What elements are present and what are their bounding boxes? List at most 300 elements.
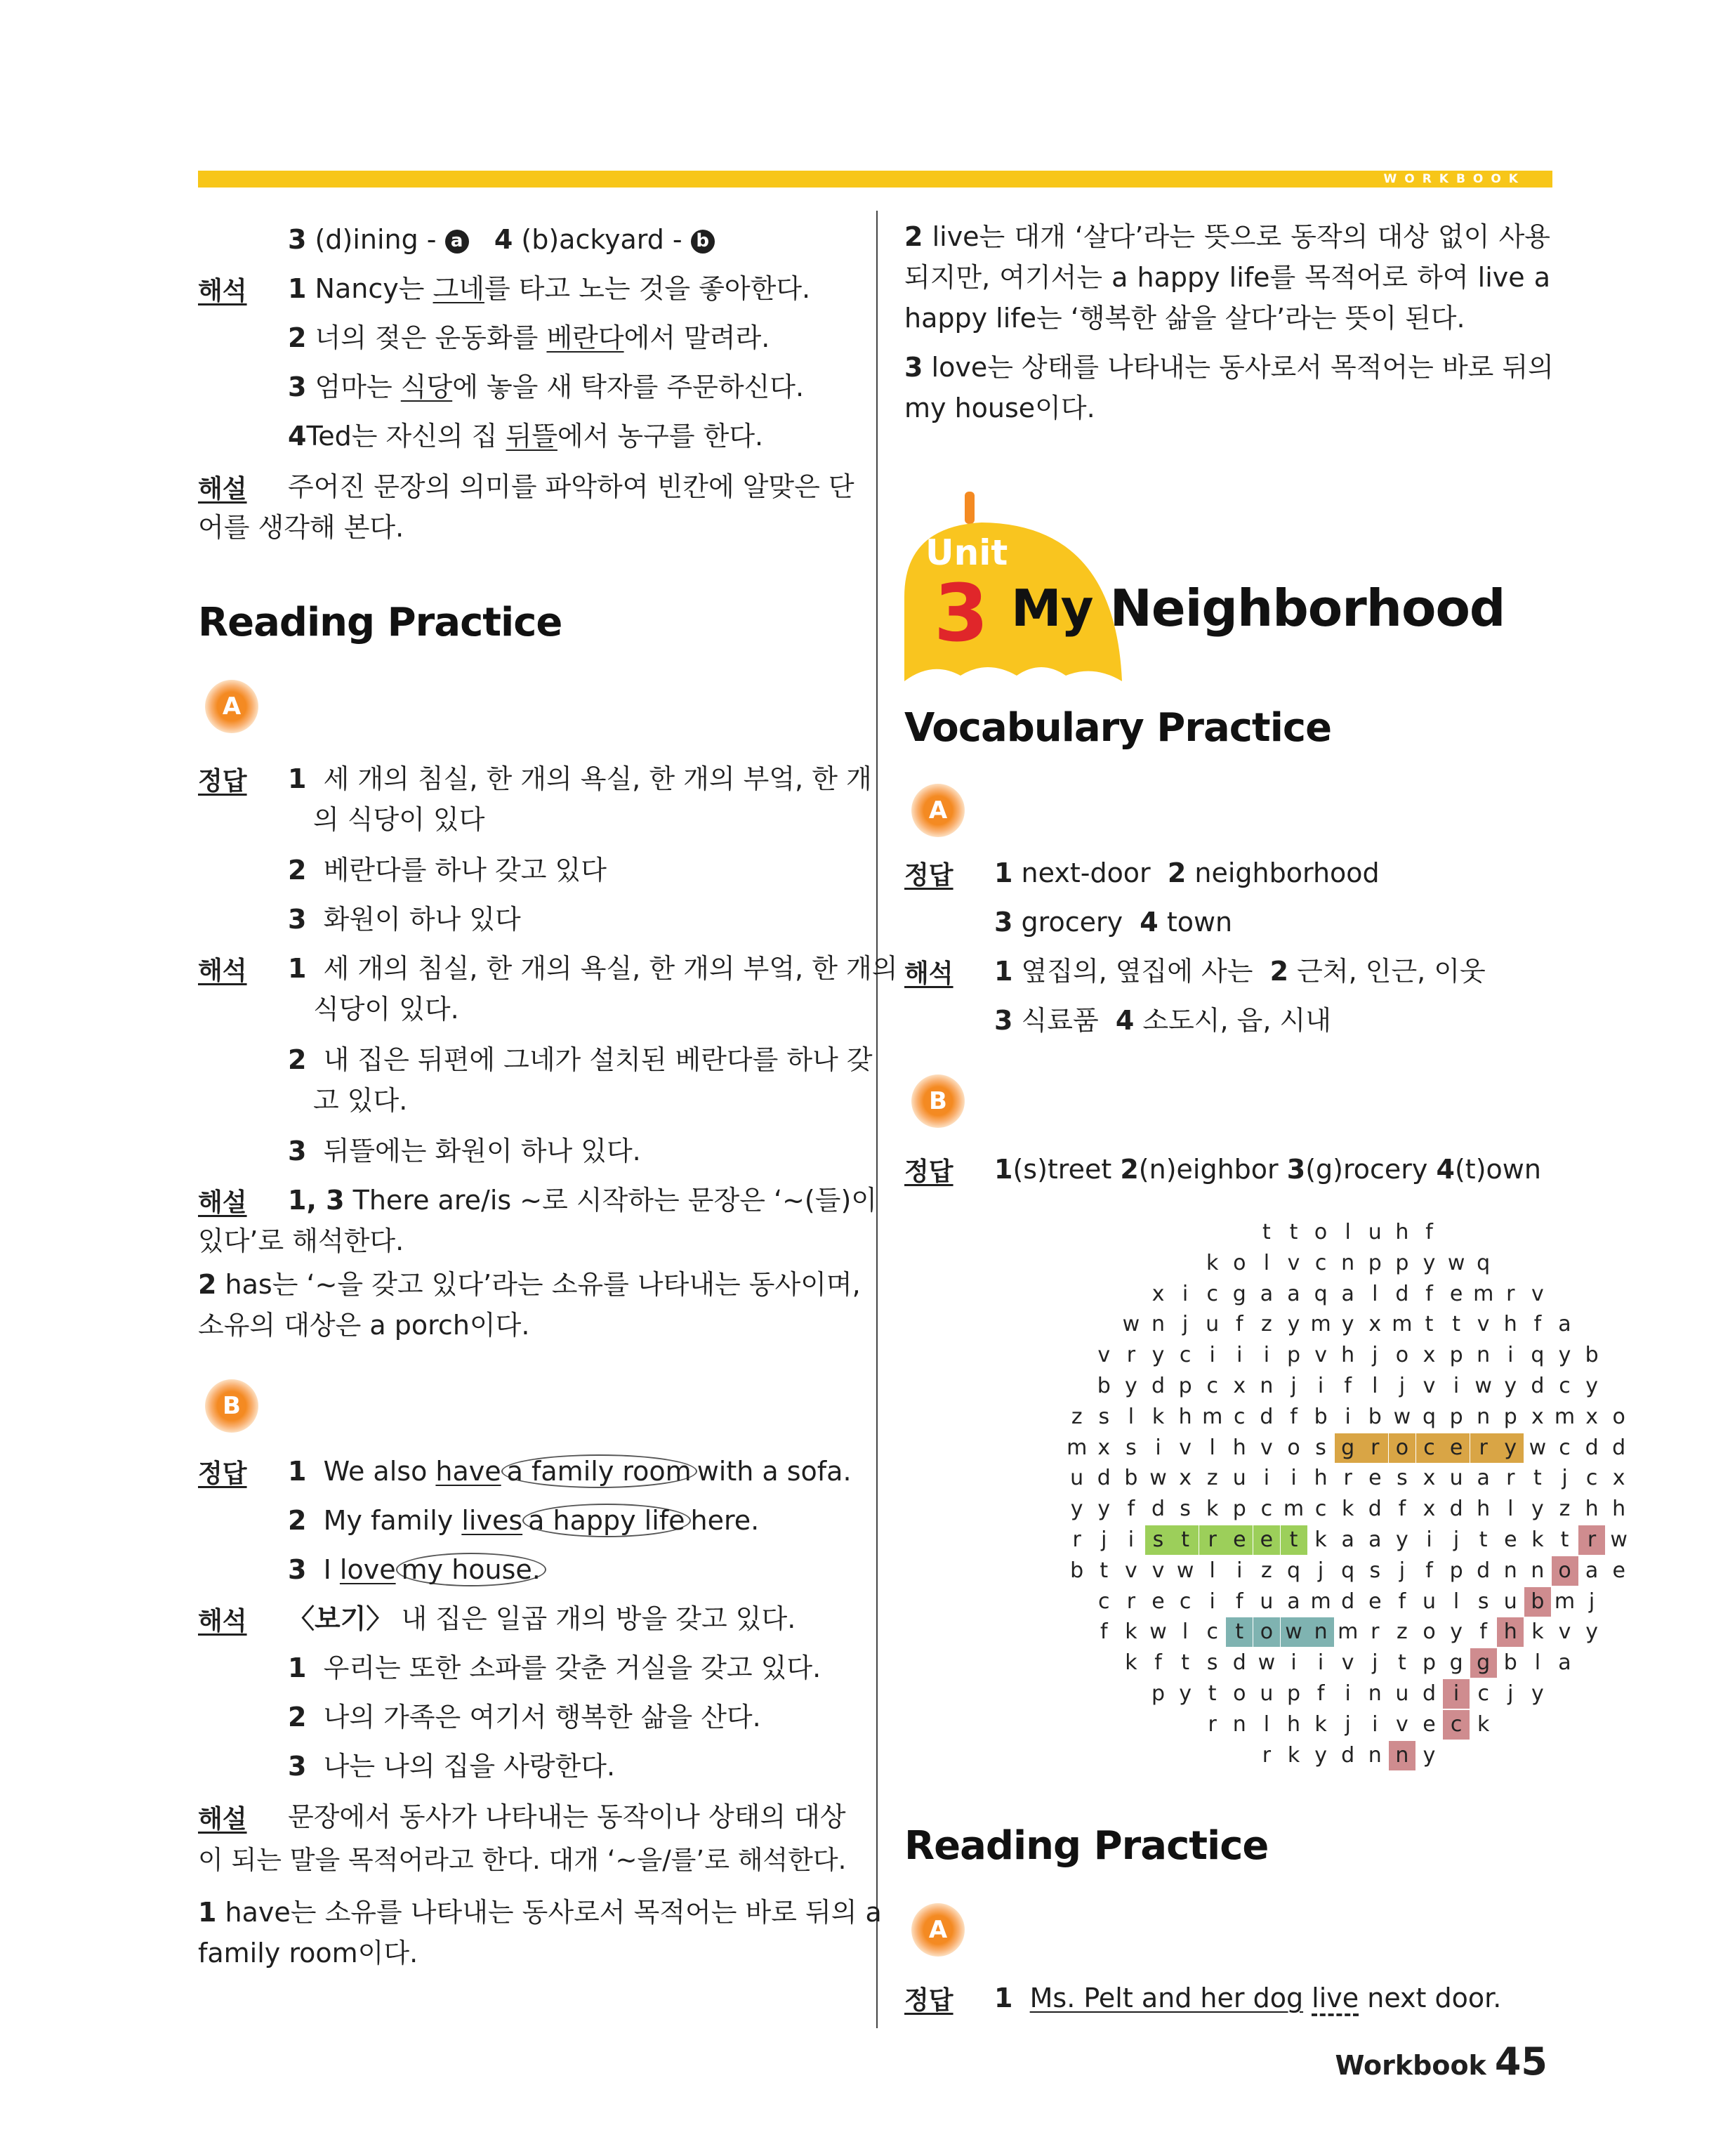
word-search-letter: m (1392, 1312, 1413, 1337)
word-search-letter: k (1125, 1619, 1137, 1645)
word-search-letter: p (1368, 1250, 1382, 1275)
word-search-letter: f (1154, 1650, 1162, 1676)
word-search-letter: x (1368, 1312, 1382, 1337)
word-search-letter: f (1100, 1619, 1108, 1645)
explain-tag: 해설 (198, 475, 247, 504)
unit-label: Unit (925, 532, 1008, 573)
word-search-letter: c (1585, 1466, 1598, 1491)
word-search-letter: l (1453, 1589, 1460, 1614)
word-search-letter: y (1151, 1343, 1165, 1368)
word-search-letter: a (1287, 1589, 1300, 1614)
word-search-letter: i (1236, 1343, 1243, 1368)
word-search-letter: h (1178, 1404, 1192, 1429)
word-search-letter: n (1477, 1404, 1491, 1429)
word-search-letter: u (1070, 1466, 1084, 1491)
top-explain-line2: 어를 생각해 본다. (198, 512, 404, 543)
word-search-letter: v (1287, 1250, 1300, 1275)
unit-title: My Neighborhood (1011, 579, 1505, 638)
word-search-letter: l (1372, 1281, 1378, 1306)
word-search-letter: y (1423, 1742, 1436, 1768)
footer-label: Workbook (1335, 2050, 1486, 2081)
word-search-letter: q (1531, 1343, 1545, 1368)
b-explain-line2: 이 되는 말을 목적어라고 한다. 대개 ‘~을/를’로 해석한다. (198, 1845, 847, 1875)
word-search-letter: o (1423, 1619, 1436, 1645)
word-search-letter: m (1067, 1435, 1088, 1460)
section-a-badge: A (911, 1903, 965, 1957)
word-search-letter: x (1179, 1466, 1192, 1491)
circled-letter-b: b (691, 230, 715, 254)
b-explain-line4: family room이다. (198, 1938, 418, 1968)
right-top-line3: happy life는 ‘행복한 삶을 살다’라는 뜻이 된다. (904, 303, 1465, 334)
word-search-letter: v (1423, 1374, 1436, 1398)
word-search-letter: j (1317, 1558, 1324, 1583)
object-oval: a family room (501, 1454, 697, 1488)
word-search-letter: i (1236, 1558, 1243, 1583)
word-search-letter: r (1470, 1433, 1497, 1463)
word-search-letter: p (1151, 1681, 1166, 1706)
right-top-line5: my house이다. (904, 393, 1095, 423)
word-search-letter: u (1368, 1220, 1382, 1244)
word-search-letter: t (1226, 1617, 1253, 1647)
word-search-letter: e (1368, 1589, 1382, 1614)
word-search-letter: w (1529, 1435, 1547, 1460)
word-search-letter: d (1151, 1497, 1166, 1522)
word-search-letter: c (1477, 1681, 1489, 1706)
word-search-letter: s (1180, 1497, 1191, 1522)
word-search-letter: w (1447, 1250, 1465, 1275)
word-search-letter: y (1125, 1374, 1137, 1398)
word-search-letter: k (1206, 1250, 1219, 1275)
word-search-letter: f (1316, 1681, 1325, 1706)
word-search-letter: v (1558, 1619, 1571, 1645)
word-search-letter: y (1531, 1497, 1544, 1522)
word-search-letter: c (1416, 1433, 1443, 1463)
word-search-letter: i (1443, 1679, 1470, 1709)
word-search-letter: p (1503, 1404, 1517, 1429)
word-search-letter: t (1172, 1525, 1199, 1555)
word-search-letter: w (1176, 1558, 1194, 1583)
a-explain-line1: 1, 3 There are/is ~로 시작하는 문장은 ‘~(들)이 (288, 1185, 877, 1216)
word-search-letter: q (1314, 1281, 1328, 1306)
word-search-letter: z (1559, 1497, 1571, 1522)
word-search-letter: c (1559, 1435, 1571, 1460)
word-search-letter: i (1345, 1404, 1351, 1429)
word-search-letter: r (1371, 1619, 1380, 1645)
word-search-letter: m (1338, 1619, 1359, 1645)
word-search-letter: k (1314, 1527, 1327, 1552)
word-search-letter: y (1097, 1497, 1111, 1522)
word-search-letter: i (1372, 1711, 1378, 1737)
word-search-letter: t (1181, 1650, 1189, 1676)
word-search-letter: e (1423, 1711, 1436, 1737)
word-search-letter: c (1206, 1619, 1218, 1645)
word-search-letter: q (1422, 1404, 1437, 1429)
object-oval: a happy life (522, 1504, 690, 1537)
explain-tag: 해설 (198, 1805, 247, 1834)
word-search-letter: u (1260, 1681, 1274, 1706)
word-search-letter: g (1449, 1650, 1463, 1676)
word-search-letter: n (1232, 1711, 1246, 1737)
word-search-letter: n (1368, 1681, 1382, 1706)
word-search-letter: z (1397, 1619, 1408, 1645)
word-search-letter: p (1286, 1681, 1301, 1706)
word-search-letter: t (1289, 1220, 1298, 1244)
interp-tag: 해석 (198, 957, 247, 985)
word-search-letter: s (1369, 1558, 1381, 1583)
word-search-letter: r (1262, 1742, 1272, 1768)
word-search-letter: i (1453, 1374, 1460, 1398)
word-search-letter: z (1261, 1312, 1272, 1337)
word-search-letter: b (1097, 1374, 1111, 1398)
word-search-letter: x (1097, 1435, 1111, 1460)
word-search-letter: j (1345, 1711, 1351, 1737)
word-search-letter: f (1236, 1312, 1243, 1337)
word-search-letter: p (1232, 1497, 1246, 1522)
word-search-letter: q (1477, 1250, 1491, 1275)
word-search-letter: w (1149, 1619, 1167, 1645)
word-search-letter: n (1307, 1617, 1334, 1647)
word-search-letter: o (1389, 1433, 1415, 1463)
word-search-letter: m (1202, 1404, 1223, 1429)
word-search-letter: l (1507, 1497, 1514, 1522)
top-answer-line: 3 (d)ining - a 4 (b)ackyard - b (288, 219, 715, 260)
word-search-letter: r (1343, 1466, 1352, 1491)
interp-tag: 해석 (904, 959, 953, 988)
word-search-letter: y (1585, 1374, 1598, 1398)
word-search-letter: s (1397, 1466, 1408, 1491)
word-search-letter: d (1585, 1435, 1599, 1460)
word-search-letter: m (1310, 1312, 1331, 1337)
word-search-letter: r (1506, 1466, 1515, 1491)
word-search-letter: j (1562, 1466, 1568, 1491)
word-search-letter: p (1422, 1650, 1437, 1676)
header-bar (198, 171, 1552, 188)
word-search-letter: i (1426, 1527, 1432, 1552)
word-search-letter: y (1314, 1742, 1327, 1768)
word-search-letter: v (1396, 1711, 1408, 1737)
word-search-letter: x (1585, 1404, 1598, 1429)
word-search-letter: e (1504, 1527, 1517, 1552)
word-search-letter: u (1395, 1681, 1409, 1706)
word-search-letter: r (1578, 1525, 1605, 1555)
word-search-letter: f (1533, 1312, 1542, 1337)
word-search-letter: g (1232, 1281, 1246, 1306)
word-search-letter: i (1182, 1281, 1189, 1306)
word-search-letter: t (1452, 1312, 1460, 1337)
word-search-letter: t (1479, 1527, 1488, 1552)
word-search-letter: r (1126, 1589, 1136, 1614)
word-search-letter: v (1179, 1435, 1192, 1460)
word-search-letter: n (1477, 1343, 1491, 1368)
word-search-letter: d (1477, 1558, 1491, 1583)
word-search-letter: h (1286, 1711, 1300, 1737)
word-search-letter: w (1610, 1527, 1628, 1552)
word-search-letter: f (1425, 1558, 1433, 1583)
word-search-letter: l (1182, 1619, 1189, 1645)
word-search-letter: a (1585, 1558, 1599, 1583)
word-search-letter: i (1209, 1589, 1215, 1614)
word-search-letter: a (1558, 1312, 1571, 1337)
word-search-letter: y (1396, 1527, 1408, 1552)
answer-tag: 정답 (198, 767, 247, 796)
a-explain-line4: 소유의 대상은 a porch이다. (198, 1310, 530, 1341)
b-explain-line3: 1 have는 소유를 나타내는 동사로서 목적어는 바로 뒤의 a (198, 1897, 882, 1928)
word-search-letter: y (1504, 1374, 1517, 1398)
word-search-letter: p (1449, 1558, 1463, 1583)
word-search-letter: d (1151, 1374, 1166, 1398)
top-explain-line1: 주어진 문장의 의미를 파악하여 빈칸에 알맞은 단 (288, 471, 854, 502)
word-search-letter: d (1531, 1374, 1545, 1398)
reading-practice-heading: Reading Practice (198, 600, 562, 645)
vocabulary-practice-heading: Vocabulary Practice (904, 705, 1332, 751)
section-b-badge: B (911, 1074, 965, 1128)
word-search-letter: p (1449, 1404, 1463, 1429)
word-search-letter: j (1507, 1681, 1514, 1706)
word-search-letter: k (1287, 1742, 1300, 1768)
word-search-letter: i (1263, 1343, 1270, 1368)
word-search-letter: k (1125, 1650, 1137, 1676)
word-search-letter: r (1072, 1527, 1081, 1552)
word-search-letter: e (1226, 1525, 1253, 1555)
word-search-letter: f (1398, 1589, 1406, 1614)
word-search-letter: v (1314, 1343, 1327, 1368)
word-search-letter: w (1474, 1374, 1492, 1398)
word-search-letter: n (1503, 1558, 1517, 1583)
word-search-letter: i (1155, 1435, 1161, 1460)
word-search-letter: d (1260, 1404, 1274, 1429)
word-search-letter: c (1206, 1374, 1218, 1398)
word-search-letter: y (1585, 1619, 1598, 1645)
word-search-letter: o (1253, 1617, 1280, 1647)
word-search-letter: w (1149, 1466, 1167, 1491)
word-search-letter: h (1503, 1312, 1517, 1337)
word-search-letter: j (1588, 1589, 1595, 1614)
word-search-letter: v (1260, 1435, 1273, 1460)
word-search-letter: t (1398, 1650, 1406, 1676)
word-search-letter: d (1395, 1281, 1409, 1306)
word-search-letter: n (1368, 1742, 1382, 1768)
word-search-letter: z (1261, 1558, 1272, 1583)
word-search-letter: v (1341, 1650, 1354, 1676)
word-search-letter: l (1128, 1404, 1135, 1429)
word-search-letter: i (1263, 1466, 1270, 1491)
word-search-letter: d (1341, 1589, 1355, 1614)
word-search-letter: h (1232, 1435, 1246, 1460)
word-search-letter: m (1554, 1589, 1576, 1614)
word-search-letter: w (1281, 1617, 1307, 1647)
word-search-letter: x (1531, 1404, 1544, 1429)
word-search-letter: n (1260, 1374, 1274, 1398)
word-search-letter: i (1291, 1466, 1297, 1491)
word-search-letter: f (1425, 1220, 1433, 1244)
word-search-letter: i (1209, 1343, 1215, 1368)
word-search-letter: k (1206, 1497, 1219, 1522)
word-search-letter: e (1253, 1525, 1280, 1555)
word-search-letter: f (1425, 1281, 1433, 1306)
word-search-letter: g (1470, 1648, 1497, 1678)
circled-letter-a: a (445, 230, 469, 254)
word-search-letter: d (1341, 1742, 1355, 1768)
word-search-letter: o (1552, 1556, 1578, 1586)
word-search-letter: k (1342, 1497, 1354, 1522)
word-search-letter: x (1423, 1497, 1436, 1522)
word-search-letter: j (1453, 1527, 1460, 1552)
word-search-letter: h (1497, 1617, 1524, 1647)
answer-tag: 정답 (904, 861, 953, 890)
word-search-letter: s (1145, 1525, 1172, 1555)
word-search-letter: l (1345, 1220, 1351, 1244)
word-search-letter: y (1450, 1619, 1463, 1645)
word-search-letter: c (1314, 1250, 1327, 1275)
word-search-letter: l (1209, 1558, 1215, 1583)
word-search-letter: w (1122, 1312, 1140, 1337)
word-search-letter: x (1612, 1466, 1625, 1491)
word-search-letter: v (1125, 1558, 1137, 1583)
word-search-letter: i (1317, 1374, 1324, 1398)
word-search-letter: c (1559, 1374, 1571, 1398)
word-search-letter: c (1206, 1281, 1218, 1306)
word-search-letter: x (1423, 1466, 1436, 1491)
column-divider (876, 211, 878, 2028)
word-search-letter: j (1291, 1374, 1297, 1398)
word-search-letter: e (1612, 1558, 1625, 1583)
word-search-letter: f (1236, 1589, 1243, 1614)
word-search-letter: n (1531, 1558, 1545, 1583)
word-search-letter: o (1395, 1343, 1409, 1368)
word-search-letter: i (1128, 1527, 1135, 1552)
word-search-letter: w (1258, 1650, 1276, 1676)
word-search-letter: p (1286, 1343, 1301, 1368)
word-search-letter: k (1531, 1527, 1544, 1552)
answer-tag: 정답 (904, 1157, 953, 1186)
word-search-letter: t (1533, 1466, 1542, 1491)
word-search-letter: p (1395, 1250, 1409, 1275)
vocab-b-answer: 1(s)treet 2(n)eighbor 3(g)rocery 4(t)own (994, 1154, 1541, 1185)
word-search-letter: z (1071, 1404, 1083, 1429)
word-search-letter: b (1314, 1404, 1328, 1429)
word-search-letter: f (1344, 1374, 1352, 1398)
word-search-letter: j (1399, 1374, 1406, 1398)
explain-tag: 해설 (198, 1188, 247, 1217)
word-search-letter: d (1449, 1497, 1463, 1522)
right-top-line2: 되지만, 여기서는 a happy life를 목적어로 하여 live a (904, 262, 1550, 293)
word-search-letter: c (1098, 1589, 1110, 1614)
word-search-letter: a (1260, 1281, 1274, 1306)
word-search-letter: b (1524, 1587, 1551, 1617)
word-search-letter: p (1178, 1374, 1192, 1398)
page-footer (1335, 2039, 1547, 2084)
word-search-letter: h (1477, 1497, 1491, 1522)
word-search-letter: d (1422, 1681, 1437, 1706)
word-search-letter: c (1179, 1343, 1192, 1368)
word-search-letter: y (1497, 1433, 1524, 1463)
word-search-letter: q (1286, 1558, 1301, 1583)
word-search-letter: r (1199, 1525, 1226, 1555)
word-search-letter: c (1260, 1497, 1273, 1522)
word-search-letter: m (1554, 1404, 1576, 1429)
word-search-letter: s (1477, 1589, 1489, 1614)
word-search-letter: s (1126, 1435, 1137, 1460)
word-search-letter: m (1310, 1589, 1331, 1614)
word-search-letter: i (1317, 1650, 1324, 1676)
word-search-letter: d (1612, 1435, 1626, 1460)
word-search-letter: a (1341, 1527, 1354, 1552)
word-search-letter: l (1209, 1435, 1215, 1460)
word-search-letter: c (1179, 1589, 1192, 1614)
word-search-letter: n (1389, 1741, 1415, 1770)
word-search-letter: a (1558, 1650, 1571, 1676)
word-search-letter: x (1423, 1343, 1436, 1368)
word-search-letter: u (1232, 1466, 1246, 1491)
word-search-letter: b (1368, 1404, 1382, 1429)
word-search-letter: o (1233, 1681, 1246, 1706)
word-search-letter: l (1263, 1250, 1270, 1275)
word-search-letter: h (1395, 1220, 1409, 1244)
word-search-letter: w (1393, 1404, 1411, 1429)
word-search-letter: y (1341, 1312, 1354, 1337)
b-explain-line1: 문장에서 동사가 나타내는 동작이나 상태의 대상 (288, 1801, 846, 1832)
word-search-letter: l (1372, 1374, 1378, 1398)
word-search-letter: o (1233, 1250, 1246, 1275)
word-search-letter: j (1101, 1527, 1107, 1552)
word-search-letter: b (1124, 1466, 1138, 1491)
word-search-letter: f (1290, 1404, 1298, 1429)
word-search-letter: e (1151, 1589, 1165, 1614)
word-search-letter: n (1341, 1250, 1355, 1275)
word-search-letter: r (1506, 1281, 1515, 1306)
word-search-letter: e (1443, 1433, 1470, 1463)
word-search-letter: v (1151, 1558, 1165, 1583)
word-search-letter: b (1070, 1558, 1084, 1583)
section-a-badge: A (911, 784, 965, 837)
word-search-letter: p (1449, 1343, 1463, 1368)
header-label: WORKBOOK (1383, 172, 1526, 186)
word-search-letter: k (1477, 1711, 1490, 1737)
word-search-letter: l (1263, 1711, 1270, 1737)
word-search-letter: y (1423, 1250, 1436, 1275)
a-explain-line2: 있다’로 해석한다. (198, 1225, 404, 1256)
reading-practice-heading-right: Reading Practice (904, 1823, 1269, 1869)
unit-number: 3 (934, 568, 989, 659)
word-search-letter: a (1341, 1281, 1354, 1306)
word-search-letter: v (1477, 1312, 1490, 1337)
word-search-letter: t (1425, 1312, 1434, 1337)
word-search-letter: t (1281, 1525, 1307, 1555)
word-search-letter: s (1098, 1404, 1110, 1429)
word-search-letter: v (1097, 1343, 1111, 1368)
word-search-letter: a (1287, 1281, 1300, 1306)
word-search-letter: o (1612, 1404, 1625, 1429)
word-search-letter: r (1126, 1343, 1136, 1368)
word-search-letter: i (1507, 1343, 1514, 1368)
word-search-letter: v (1531, 1281, 1544, 1306)
word-search-letter: n (1151, 1312, 1165, 1337)
word-search-letter: u (1422, 1589, 1436, 1614)
word-search-letter: j (1182, 1312, 1189, 1337)
word-search-letter: u (1206, 1312, 1220, 1337)
word-search-letter: j (1372, 1650, 1378, 1676)
word-search-letter: c (1234, 1404, 1246, 1429)
word-search-letter: f (1398, 1497, 1406, 1522)
word-search-letter: x (1151, 1281, 1165, 1306)
word-search-letter: l (1534, 1650, 1541, 1676)
word-search-letter: e (1368, 1466, 1382, 1491)
word-search-letter: b (1585, 1343, 1599, 1368)
word-search-letter: h (1341, 1343, 1355, 1368)
word-search-letter: f (1479, 1619, 1487, 1645)
word-search-letter: e (1449, 1281, 1463, 1306)
page-number: 45 (1494, 2039, 1547, 2084)
